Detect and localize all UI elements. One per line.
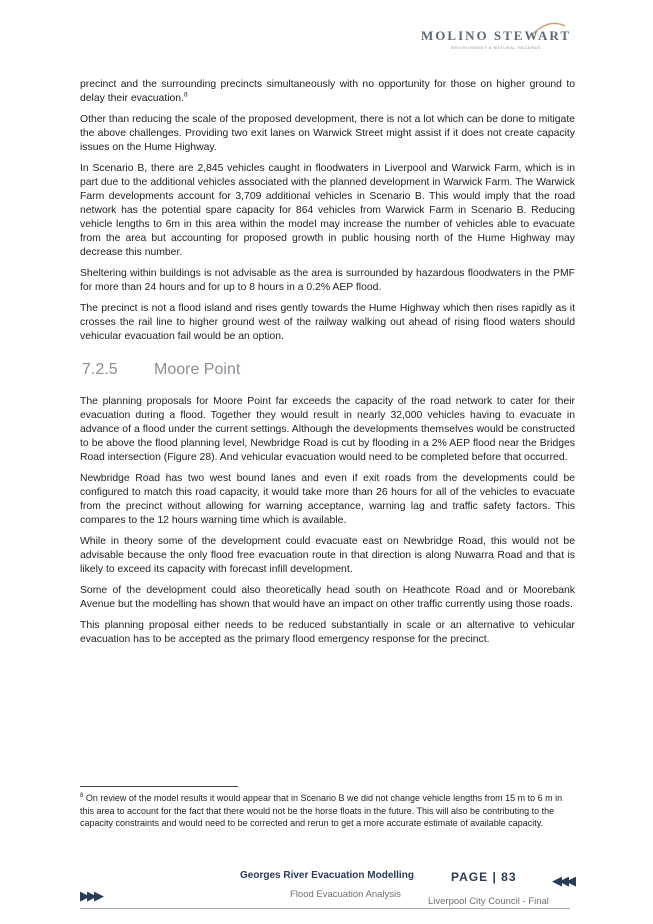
footnote	[80, 792, 570, 830]
previous-page-arrows-icon: ◀◀◀	[552, 873, 573, 888]
section-heading	[80, 361, 575, 383]
paragraph: precinct and the surrounding precincts simultaneously with no opportunity for those on higher ground to delay their evacuation.$^8$	[80, 79, 575, 104]
footer-subtitle: Flood Evacuation Analysis	[290, 889, 401, 900]
paragraph: Other than reducing the scale of the proposed development, there is not a lot which can be done to mitigate the above challenges. Providing two exit lanes on Warwick Street might assist if it does not create capacity issues on the Hume Highway.	[80, 114, 575, 153]
footnote-reference[interactable]: 8	[183, 91, 188, 99]
paragraph: The planning proposals for Moore Point far exceeds the capacity of the road network to cater for their evacuation during a flood. Together they would result in nearly 32,000 vehicles having to evacuate in advance of a flood under the current settings. Although the developments themselves would be constructed to be above the flood planning level, Newbridge Road is cut by flooding in a 2% AEP flood near the Bridges Road intersection (Figure 28). And vehicular evacuation would need to be completed before that occurred.	[80, 396, 575, 463]
footer-divider	[80, 908, 570, 909]
next-page-arrows-icon: ▶▶▶	[80, 888, 101, 903]
footer-report-title: Georges River Evacuation Modelling	[240, 870, 414, 881]
paragraph: While in theory some of the development could evacuate east on Newbridge Road, this would not be advisable because the only flood free evacuation route in that direction is along Nuwarra Road and that is likely to exceed its capacity with forecast infill development.	[80, 536, 575, 575]
logo-tagline: ENVIRONMENT & NATURAL HAZARDS	[450, 45, 542, 50]
footnote-number: 8	[80, 793, 84, 799]
paragraph: Sheltering within buildings is not advisable as the area is surrounded by hazardous floodwaters in the PMF for more than 24 hours and for up to 8 hours in a 0.2% AEP flood.	[80, 268, 575, 293]
section-number: 7.2.5	[82, 361, 118, 378]
paragraph: The precinct is not a flood island and rises gently towards the Hume Highway which then rises rapidly as it crosses the rail line to higher ground west of the railway walking out ahead of rising flood waters should vehicular evacuation fail would be an option.	[80, 303, 575, 342]
section-title: Moore Point	[154, 361, 241, 378]
footer-client: Liverpool City Council - Final	[428, 896, 549, 907]
paragraph: In Scenario B, there are 2,845 vehicles caught in floodwaters in Liverpool and Warwick Farm, which is in part due to the additional vehicles associated with the planned development in Warwick Farm. The Warwick Farm developments account for 3,709 additional vehicles in Scenario B. This would imply that the road network has the potential spare capacity for 864 vehicles from Warwick Farm in Scenario B. Reducing vehicle lengths to 6m in this area within the model may increase the number of vehicles able to evacuate from the area but accounting for proposed growth in public housing north of the Hume Highway may decrease this number.	[80, 163, 575, 258]
page-body	[80, 78, 575, 654]
footnote-divider	[80, 786, 238, 787]
company-logo	[421, 28, 571, 50]
paragraph: Newbridge Road has two west bound lanes and even if exit roads from the developments could be configured to match this road capacity, it would take more than 26 hours for all of the vehicles to evacuate from the precinct without allowing for warning acceptance, warning lag and traffic safety factors. This compares to the 12 hours warning time which is available.	[80, 473, 575, 526]
paragraph: Some of the development could also theoretically head south on Heathcote Road and or Moorebank Avenue but the modelling has shown that would have an impact on other traffic currently using those roads.	[80, 585, 575, 610]
paragraph: This planning proposal either needs to be reduced substantially in scale or an alternative to vehicular evacuation has to be accepted as the primary flood emergency response for the precinct.	[80, 620, 575, 645]
footnote-text: On review of the model results it would appear that in Scenario B we did not change vehicle lengths from 15 m to 6 m in this area to account for the fact that there would not be the horse floats in the future. This will also be contributing to the capacity constraints and would need to be corrected and rerun to get a more accurate estimate of available capacity.	[80, 793, 563, 829]
footer-page-number: PAGE | 83	[451, 870, 517, 884]
logo-name: MOLINO STEWART	[421, 28, 571, 43]
